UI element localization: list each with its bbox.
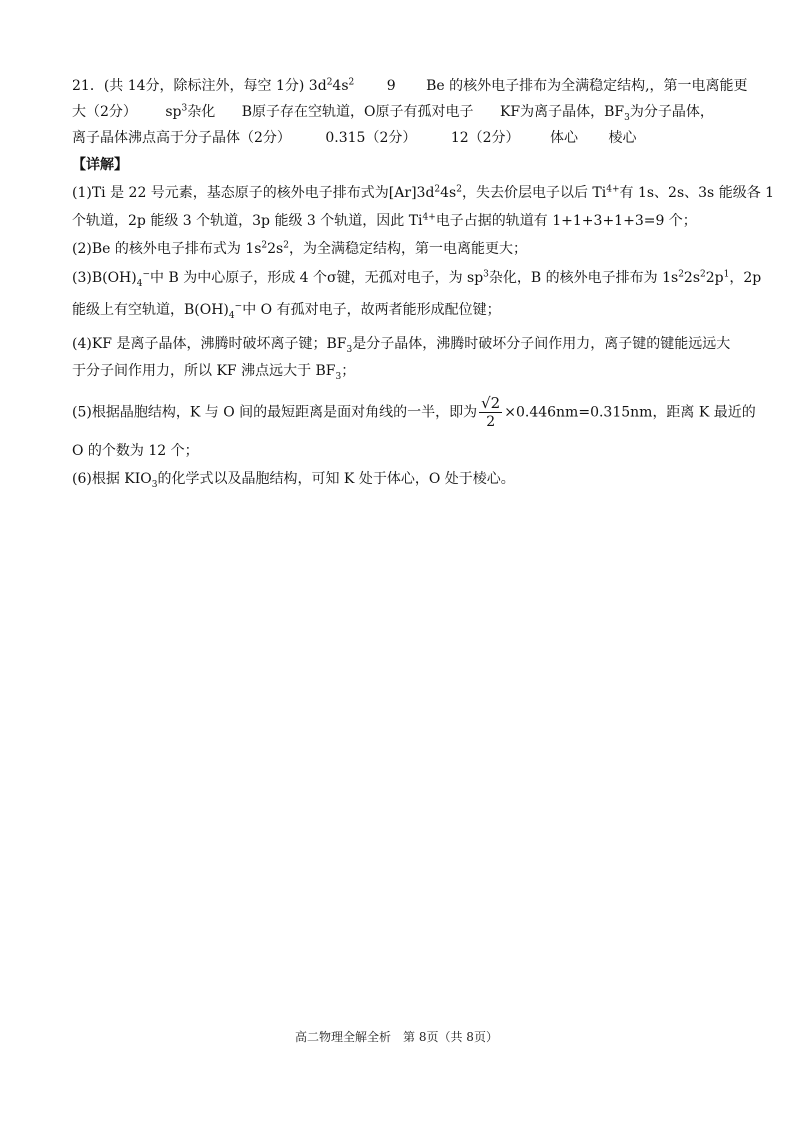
explanation-1-line-2: 个轨道，2p 能级 3 个轨道，3p 能级 3 个轨道，因此 $Ti^{4+}$电子占据的轨道有 1+1+3+1+3=9 个； (72, 212, 697, 229)
answer-line-3: 离子晶体沸点高于分子晶体（2分） 0.315（2分） 12（2分） 体心 棱心 (72, 130, 637, 146)
explanation-1-line-1: (1)Ti 是 22 号元素，基态原子的核外电子排布式为$[Ar]3d^24s^2$，失去价层电子以后 $Ti^{4+}$有 1s、2s、3s 能级各 1 (72, 184, 775, 201)
answer-9: 9 (386, 78, 396, 94)
explanation-4-line-2: 于分子间作用力，所以 KF 沸点远大于 $BF_3$； (72, 363, 356, 382)
explanation-6: (6)根据 $KIO_3$的化学式以及晶胞结构，可知 K 处于体心，O 处于棱心。 (72, 471, 515, 490)
explanation-5-line-2: O 的个数为 12 个； (72, 443, 199, 459)
answer-line-1: 21．(共 14分，除标注外，每空 1分) $3d^24s^2$ 9 Be 的核外电子排布为全满稳定结构,，第一电离能更 (72, 77, 748, 94)
page-footer: 高二物理全解全析 第 8页（共 8页） (295, 1030, 498, 1044)
explanation-5-line-1: (5)根据晶胞结构，K 与 O 间的最短距离是面对角线的一半，即为 $\frac{√2}{2}$ ×0.446nm=0.315nm，距离 K 最近的 (72, 394, 756, 430)
explanation-2: (2)Be 的核外电子排布式为 $1s^22s^2$，为全满稳定结构，第一电离能更大； (72, 240, 527, 257)
detail-heading: 【详解】 (72, 157, 128, 173)
explanation-3-line-2: 能级上有空轨道，$B(OH)_4^-$中 O 有孤对电子，故两者能形成配位键； (72, 301, 501, 321)
sqrt2-over-2-fraction: $\frac{√2}{2}$ (481, 394, 501, 430)
answer-line-2: 大（2分） $sp^3$杂化 B原子存在空轨道，O原子有孤对电子 KF为离子晶体，$BF_3$为分子晶体， (72, 103, 714, 123)
explanation-4-line-1: (4)KF 是离子晶体，沸腾时破坏离子键；$BF_3$是分子晶体，沸腾时破坏分子间作用力，离子键的键能远远大 (72, 336, 731, 355)
explanation-3-line-1: $(3)B(OH)_4^-$中 B 为中心原子，形成 4 个σ键，无孤对电子，为 $sp^3$杂化，B 的核外电子排布为 $1s^22s^22p^1$，2p (72, 269, 762, 289)
